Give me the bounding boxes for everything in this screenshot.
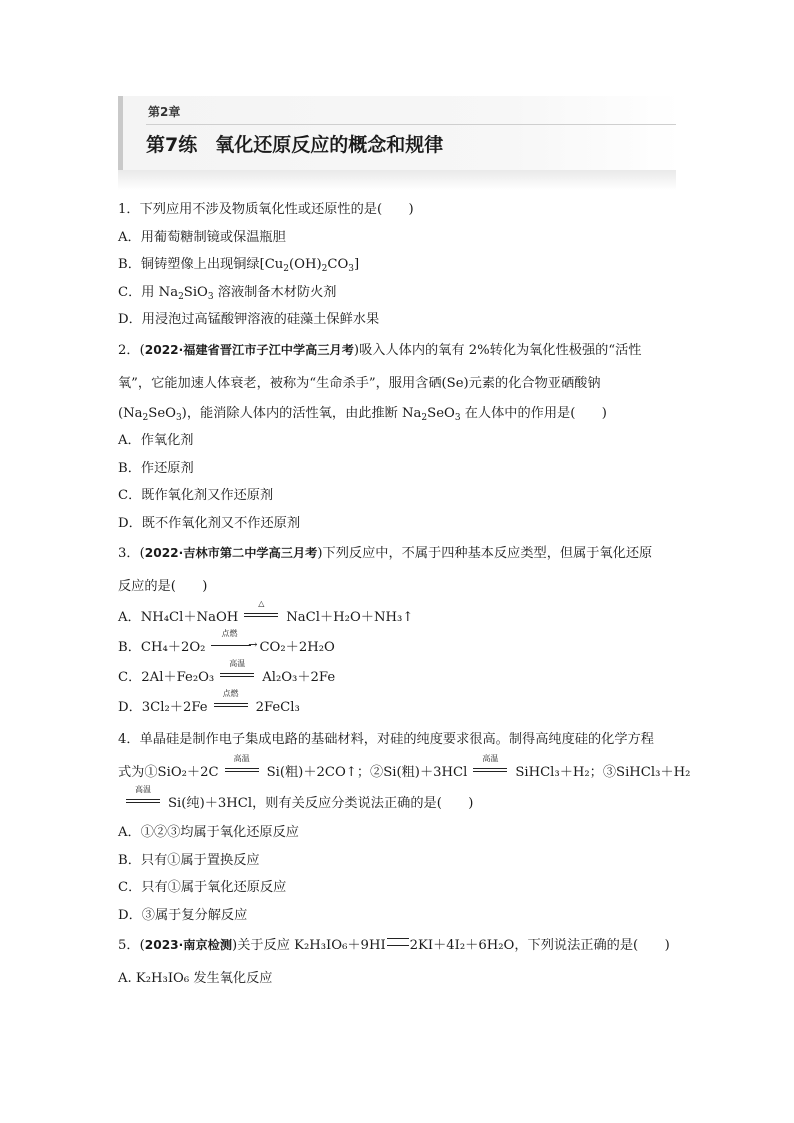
q1-option-d: D．用浸泡过高锰酸钾溶液的硅藻土保鲜水果	[118, 312, 380, 327]
reaction-condition-ignite: 点燃	[214, 699, 248, 713]
q3-stem-line1: 3．(2022·吉林市第二中学高三月考)下列反应中，不属于四种基本反应类型，但属于氧化还原	[118, 546, 653, 561]
q3-stem-line2: 反应的是( )	[118, 579, 208, 594]
reaction-arrow: 点燃 →	[211, 639, 257, 653]
chapter-header	[118, 96, 676, 190]
q1-stem: 1．下列应用不涉及物质氧化性或还原性的是( )	[118, 202, 414, 217]
reaction-condition-high-temp: 高温	[225, 764, 259, 778]
q1-option-a: A．用葡萄糖制镜或保温瓶胆	[118, 229, 286, 245]
chapter-label: 第2章	[148, 105, 181, 119]
q3-option-c: C．2Al＋Fe₂O₃ 高温 Al₂O₃＋2Fe	[118, 659, 336, 685]
q2-option-b: B．作还原剂	[118, 460, 194, 476]
title-text: 氧化还原反应的概念和规律	[215, 134, 444, 156]
reaction-condition-high-temp: 高温	[473, 764, 507, 778]
q4-stem-line1: 4．单晶硅是制作电子集成电路的基础材料，对硅的纯度要求很高。制得高纯度硅的化学方程	[118, 732, 654, 747]
page-title	[146, 130, 443, 157]
q3-option-b: B．CH₄＋2O₂ 点燃 → CO₂＋2H₂O	[118, 629, 335, 655]
q3-option-d: D．3Cl₂＋2Fe 点燃 2FeCl₃	[118, 689, 300, 715]
q4-option-d: D．③属于复分解反应	[118, 907, 248, 923]
header-shadow	[118, 170, 676, 190]
q2-stem-line3: $(Na_2SeO_3)$，能消除人体内的活性氧，由此推断 $Na_2SeO_3$ 在人体中的作用是( )	[118, 405, 607, 423]
q2-option-a: A．作氧化剂	[118, 433, 194, 448]
reaction-condition-high-temp: 高温	[126, 795, 160, 809]
q3-option-a: A．NH₄Cl＋NaOH △ NaCl＋H₂O＋NH₃↑	[118, 599, 414, 625]
header-divider	[146, 124, 676, 125]
exercise-content	[118, 196, 691, 995]
q1-option-c: C．用 $Na_2SiO_3$ 溶液制备木材防火剂	[118, 284, 337, 302]
q2-stem-line1: 2．(2022·福建省晋江市子江中学高三月考)吸入人体内的氧有 2%转化为氧化性极强的“活性	[118, 342, 642, 358]
reaction-condition-heat: △	[244, 609, 278, 623]
q4-option-b: B．只有①属于置换反应	[118, 852, 260, 868]
q3-source: 2022·吉林市第二中学高三月考	[144, 546, 318, 560]
equals-sign	[387, 938, 409, 946]
q4-stem-line3: 高温 Si(纯)＋3HCl，则有关反应分类说法正确的是( )	[118, 789, 678, 819]
q1-option-b: B．铜铸塑像上出现铜绿$[Cu_2(OH)_2CO_3]$	[118, 257, 360, 274]
q2-option-c: C．既作氧化剂又作还原剂	[118, 488, 274, 503]
title-number: 第7练	[146, 134, 198, 156]
q4-option-a: A．①②③均属于氧化还原反应	[118, 825, 299, 840]
reaction-condition-high-temp: 高温	[220, 669, 254, 683]
q5-option-a: A. K₂H₃IO₆ 发生氧化反应	[118, 971, 273, 986]
q4-stem-line2: 式为①SiO₂＋2C 高温 Si(粗)＋2CO↑；②Si(粗)＋3HCl 高温 SiHCl₃＋H₂；③SiHCl₃＋H₂	[118, 754, 691, 780]
q2-option-d: D．既不作氧化剂又不作还原剂	[118, 515, 301, 531]
q5-source: 2023·南京检测	[144, 938, 233, 952]
q2-stem-line2: 氧”，它能加速人体衰老，被称为“生命杀手”，服用含硒(Se)元素的化合物亚硒酸钠	[118, 375, 601, 391]
q2-source: 2022·福建省晋江市子江中学高三月考	[144, 342, 354, 357]
q4-option-c: C．只有①属于氧化还原反应	[118, 880, 287, 895]
q5-stem: 5．(2023·南京检测)关于反应 K₂H₃IO₆＋9HI 2KI＋4I₂＋6H₂O，下列说法正确的是( )	[118, 938, 670, 953]
